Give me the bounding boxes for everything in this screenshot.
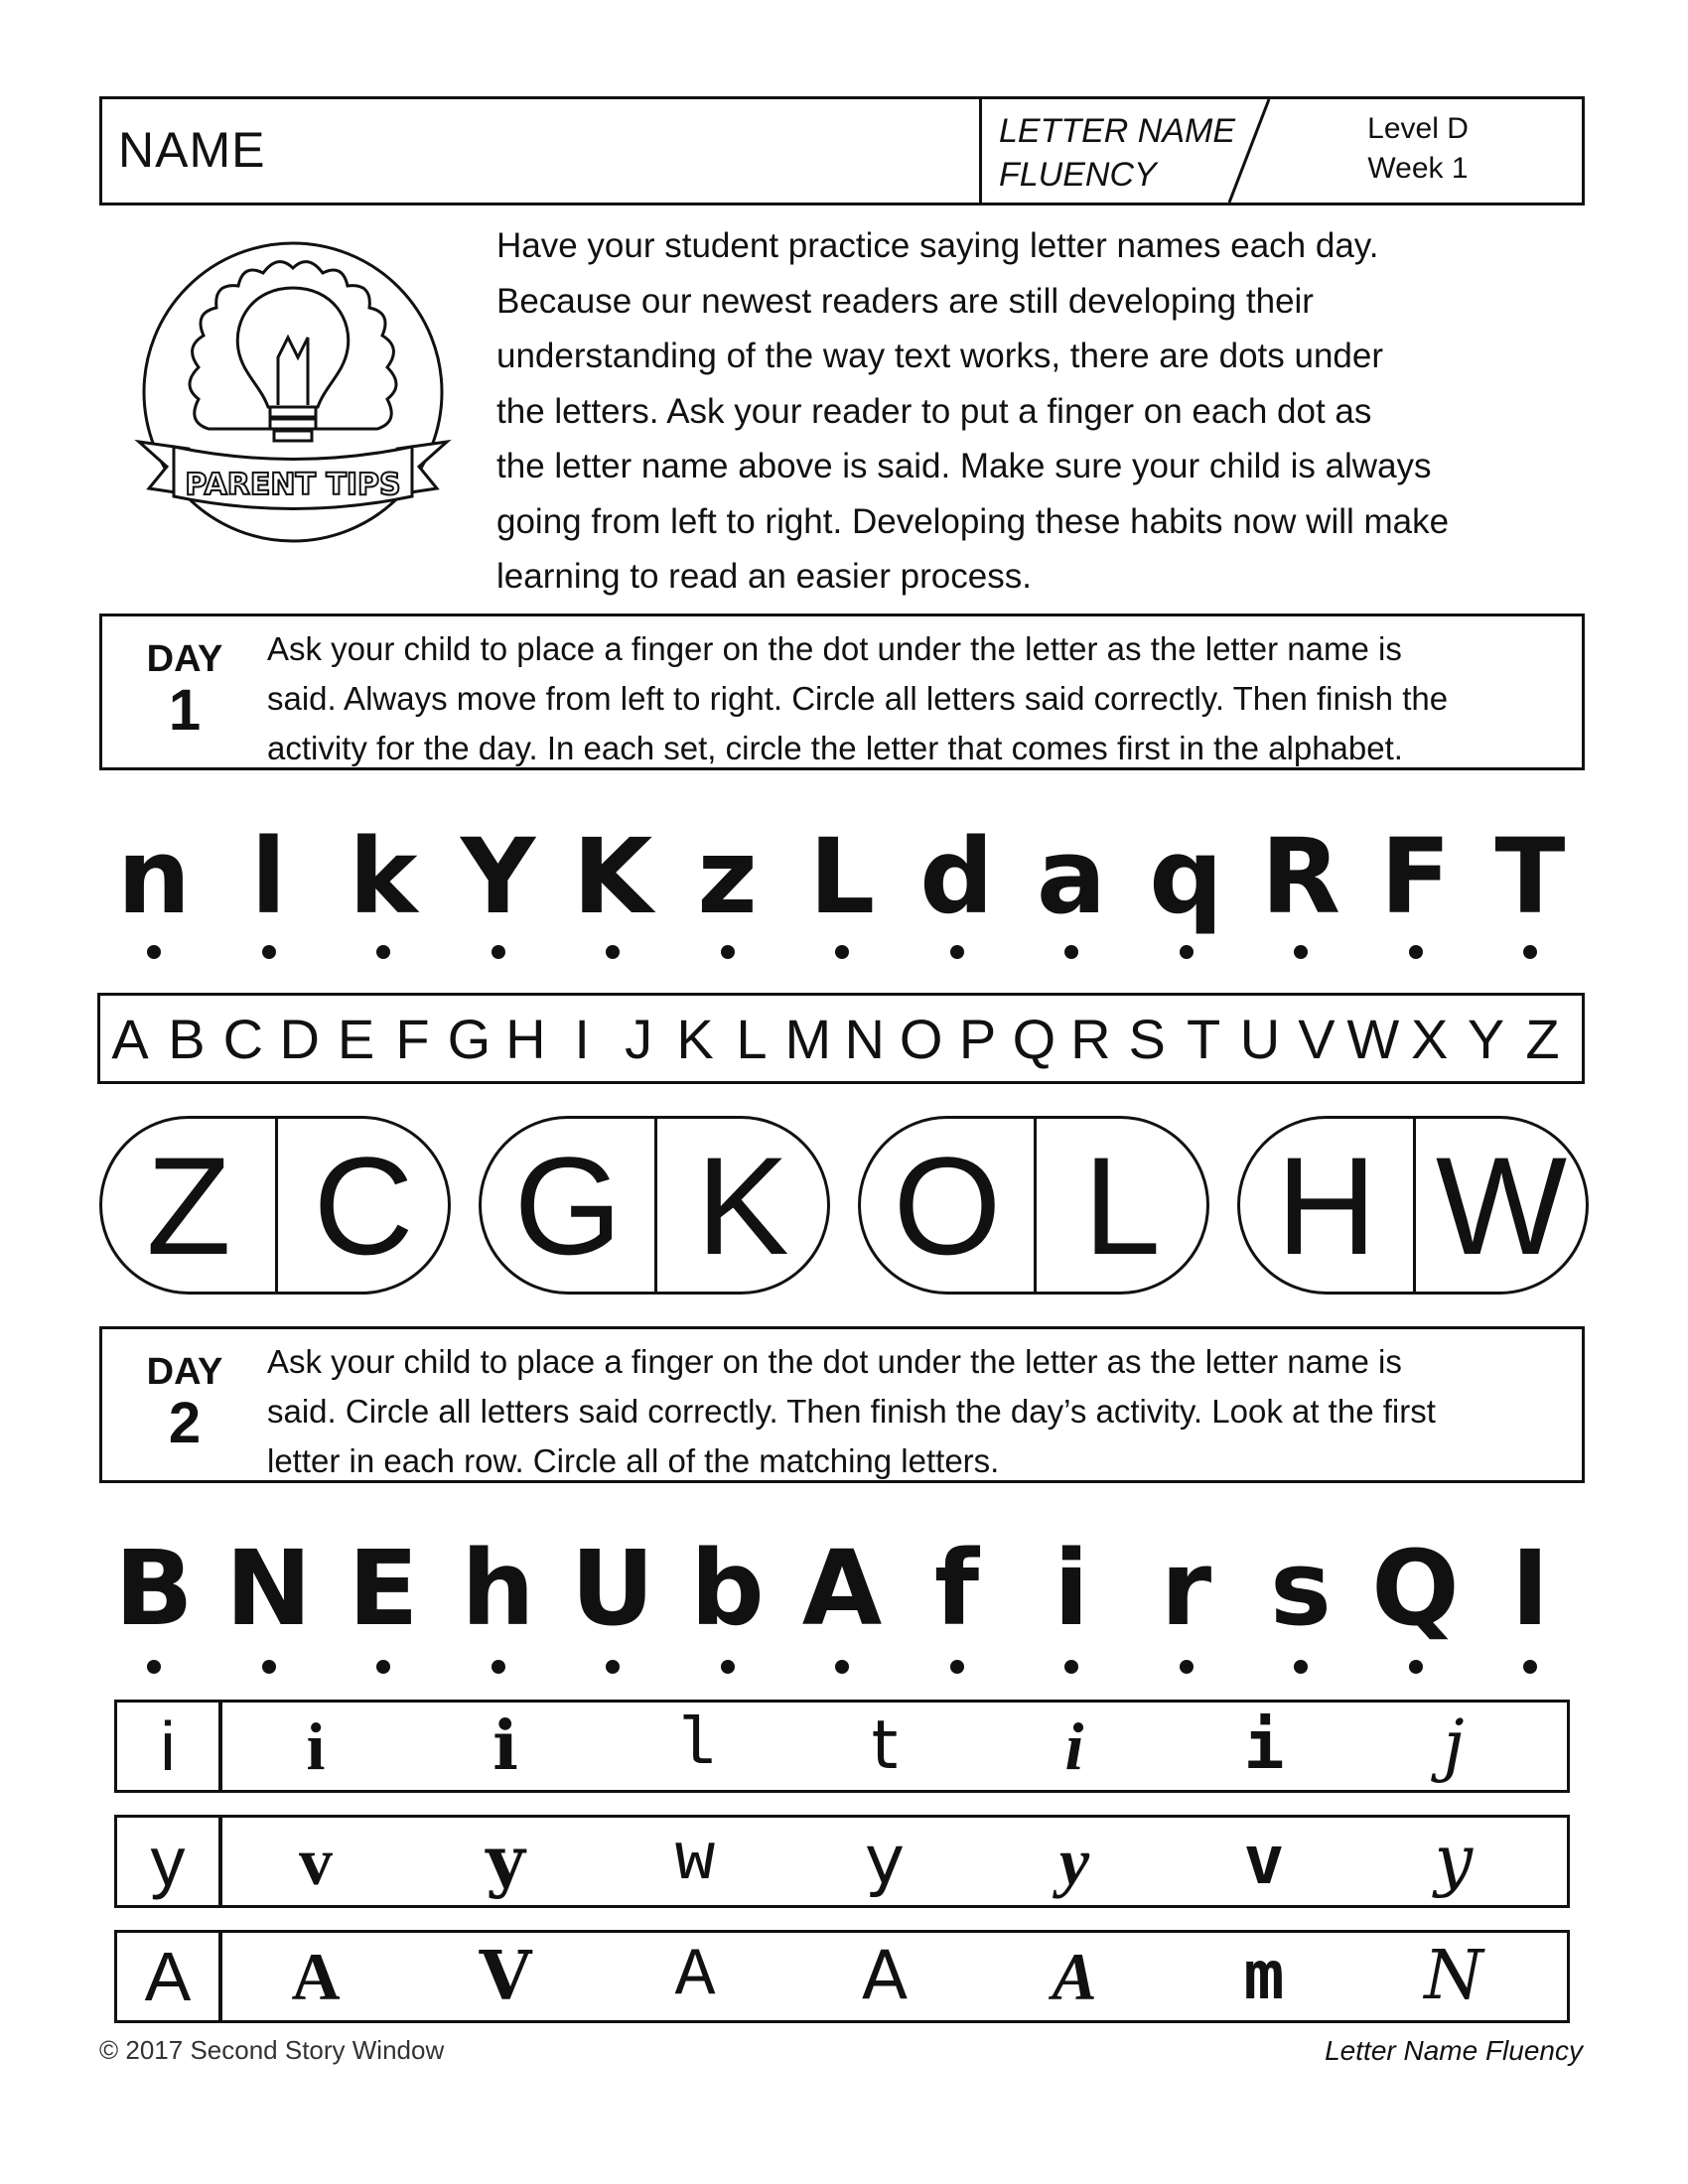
finger-dot	[606, 945, 620, 959]
finger-dot	[1180, 945, 1194, 959]
match-option[interactable]: i	[1243, 1706, 1285, 1785]
day2-letter: b	[690, 1528, 765, 1649]
alphabet-letter: B	[168, 1008, 206, 1070]
alphabet-letter: V	[1298, 1008, 1336, 1070]
day1-letter: F	[1379, 816, 1452, 937]
letter-pair	[1237, 1116, 1589, 1295]
day2-letter: h	[461, 1528, 535, 1649]
day1-instructions	[267, 624, 1568, 773]
row-divider	[218, 1933, 222, 2020]
day1-letter: T	[1494, 816, 1566, 937]
day2-letter: r	[1160, 1528, 1212, 1649]
letter-pair	[99, 1116, 451, 1295]
day1-dot-row	[99, 945, 1589, 965]
finger-dot	[147, 1660, 161, 1674]
match-option[interactable]: v	[1243, 1822, 1285, 1900]
alphabet-letter: P	[958, 1008, 997, 1070]
finger-dot	[1523, 945, 1537, 959]
week-label: Week 1	[1367, 152, 1469, 185]
alphabet-letter: M	[784, 1008, 832, 1070]
pair-letter[interactable]: H	[1276, 1128, 1377, 1284]
finger-dot	[950, 945, 964, 959]
subject-line-1: LETTER NAME	[999, 112, 1236, 150]
pair-letter[interactable]: L	[1083, 1128, 1161, 1284]
row-divider	[218, 1703, 222, 1790]
pair-letter[interactable]: G	[513, 1128, 623, 1284]
pair-letter[interactable]: Z	[146, 1128, 231, 1284]
finger-dot	[376, 1660, 390, 1674]
pair-divider	[654, 1119, 657, 1292]
instruction-line: said. Always move from left to right. Circle all letters said correctly. Then finish the	[267, 680, 1449, 717]
target-letter: i	[160, 1707, 176, 1785]
alphabet-letter: O	[899, 1008, 943, 1070]
day1-letter: z	[697, 816, 758, 937]
finger-dot	[1523, 1660, 1537, 1674]
matching-row	[114, 1930, 1570, 2023]
day2-letter: A	[801, 1528, 883, 1649]
name-field-label: NAME	[118, 122, 266, 178]
day1-letter: d	[919, 816, 994, 937]
tips-line: going from left to right. Developing these habits now will make	[496, 501, 1450, 541]
day2-letter: s	[1270, 1528, 1332, 1649]
alphabet-letter: Q	[1012, 1008, 1056, 1070]
pair-letter[interactable]: K	[696, 1128, 789, 1284]
day2-letter: Q	[1371, 1528, 1460, 1649]
alphabet-letter: C	[222, 1008, 264, 1070]
target-letter: y	[150, 1823, 186, 1900]
day2-instructions-box	[99, 1326, 1585, 1483]
match-option[interactable]: v	[299, 1824, 333, 1899]
header-divider	[979, 99, 982, 203]
match-option[interactable]: A	[1052, 1939, 1097, 2014]
row-divider	[218, 1818, 222, 1905]
finger-dot	[1180, 1660, 1194, 1674]
alphabet-letter: F	[395, 1008, 430, 1070]
parent-tips-text	[496, 218, 1579, 605]
tips-line: learning to read an easier process.	[496, 557, 1032, 596]
letter-pair	[479, 1116, 830, 1295]
match-option[interactable]: y	[864, 1822, 906, 1900]
day1-label	[110, 638, 259, 741]
alphabet-letter: N	[844, 1008, 885, 1070]
parent-tips-badge	[129, 228, 457, 556]
instruction-line: Ask your child to place a finger on the dot under the letter as the letter name is	[267, 630, 1402, 667]
finger-dot	[262, 1660, 276, 1674]
day1-letter: Y	[460, 816, 536, 937]
alphabet-letter: Z	[1525, 1008, 1560, 1070]
finger-dot	[1064, 945, 1078, 959]
finger-dot	[1064, 1660, 1078, 1674]
alphabet-letter: U	[1239, 1008, 1281, 1070]
finger-dot	[262, 945, 276, 959]
match-option[interactable]: N	[1424, 1937, 1483, 2015]
day1-letter-row	[99, 816, 1589, 937]
match-option[interactable]: w	[674, 1823, 716, 1899]
alphabet-letter: Y	[1467, 1008, 1505, 1070]
tips-line: the letters. Ask your reader to put a finger on each dot as	[496, 391, 1372, 431]
pair-divider	[1413, 1119, 1416, 1292]
finger-dot	[492, 1660, 505, 1674]
alphabet-letter: A	[111, 1008, 149, 1070]
finger-dot	[1409, 945, 1423, 959]
finger-dot	[606, 1660, 620, 1674]
day2-letter: U	[570, 1528, 655, 1649]
finger-dot	[1294, 945, 1308, 959]
day2-letter-row	[99, 1528, 1589, 1649]
day1-letter: R	[1260, 816, 1341, 937]
day2-letter: I	[1510, 1528, 1550, 1649]
finger-dot	[492, 945, 505, 959]
alphabet-letter: L	[736, 1008, 768, 1070]
matching-row	[114, 1815, 1570, 1908]
match-option[interactable]: i	[492, 1706, 518, 1786]
match-option[interactable]: i	[306, 1708, 326, 1784]
alphabet-letter: W	[1346, 1008, 1400, 1070]
instruction-line: activity for the day. In each set, circle the letter that comes first in the alphabet.	[267, 730, 1403, 766]
instruction-line: letter in each row. Circle all of the matching letters.	[267, 1442, 1000, 1479]
alphabet-letter: K	[676, 1008, 714, 1070]
day2-letter: i	[1054, 1528, 1089, 1649]
day2-instructions	[267, 1337, 1568, 1486]
match-option[interactable]: m	[1243, 1937, 1285, 2015]
day1-letter: l	[250, 816, 287, 937]
day-number: 1	[168, 678, 202, 743]
day2-letter: B	[114, 1528, 194, 1649]
alphabet-letter: X	[1411, 1008, 1449, 1070]
finger-dot	[376, 945, 390, 959]
match-option[interactable]: A	[291, 1939, 341, 2014]
match-option[interactable]: A	[674, 1938, 716, 2014]
subject-line-2: FLUENCY	[999, 156, 1157, 194]
day-word: DAY	[146, 1351, 223, 1393]
header-slash	[1224, 99, 1274, 203]
day2-label	[110, 1351, 259, 1453]
match-option[interactable]: y	[1434, 1822, 1474, 1900]
finger-dot	[147, 945, 161, 959]
match-option[interactable]: V	[479, 1937, 532, 2016]
alphabet-letter: H	[505, 1008, 546, 1070]
instruction-line: Ask your child to place a finger on the dot under the letter as the letter name is	[267, 1343, 1402, 1380]
tips-line: Because our newest readers are still developing their	[496, 281, 1314, 321]
copyright: © 2017 Second Story Window	[99, 2035, 445, 2065]
instruction-line: said. Circle all letters said correctly. Then finish the day’s activity. Look at the first	[267, 1393, 1436, 1430]
day-number: 2	[168, 1391, 202, 1455]
finger-dot	[721, 945, 735, 959]
finger-dot	[950, 1660, 964, 1674]
letter-pair	[858, 1116, 1209, 1295]
day2-dot-row	[99, 1660, 1589, 1680]
finger-dot	[1409, 1660, 1423, 1674]
finger-dot	[835, 1660, 849, 1674]
day1-letter: q	[1149, 816, 1223, 937]
lightbulb-icon	[237, 288, 349, 441]
alphabet-letter: S	[1128, 1008, 1166, 1070]
parent-tips-badge-text: PARENT TIPS	[185, 468, 401, 502]
match-option[interactable]: i	[1064, 1708, 1084, 1784]
alphabet-letter: J	[625, 1008, 653, 1070]
match-option[interactable]: y	[486, 1822, 525, 1901]
pair-letter[interactable]: O	[893, 1128, 1002, 1284]
target-letter: A	[144, 1938, 192, 2015]
finger-dot	[1294, 1660, 1308, 1674]
matching-row	[114, 1700, 1570, 1793]
match-option[interactable]: A	[861, 1937, 909, 2015]
finger-dot	[835, 945, 849, 959]
match-option[interactable]: t	[871, 1706, 899, 1785]
level-label: Level D	[1367, 112, 1469, 145]
alphabet-letter: G	[447, 1008, 492, 1070]
day1-instructions-box	[99, 614, 1585, 770]
alphabet-strip	[97, 993, 1585, 1084]
day2-letter: N	[224, 1528, 313, 1649]
footer-title: Letter Name Fluency	[1325, 2035, 1583, 2066]
pair-divider	[1034, 1119, 1037, 1292]
day1-letter: n	[116, 816, 192, 937]
alphabet-letter: I	[574, 1008, 590, 1070]
tips-line: understanding of the way text works, there are dots under	[496, 337, 1384, 375]
pair-letter[interactable]: W	[1435, 1128, 1568, 1284]
day1-letter: k	[349, 816, 418, 937]
alphabet-letter: E	[337, 1008, 375, 1070]
alphabet-letter: T	[1186, 1008, 1221, 1070]
day2-letter: f	[933, 1528, 980, 1649]
alphabet-letter: R	[1070, 1008, 1111, 1070]
worksheet-subject	[999, 109, 1235, 197]
day1-letter: a	[1036, 816, 1107, 937]
finger-dot	[721, 1660, 735, 1674]
pair-letter[interactable]: C	[313, 1128, 414, 1284]
alphabet-letter: D	[279, 1008, 320, 1070]
day2-letter: E	[348, 1528, 419, 1649]
day1-letter: K	[572, 816, 653, 937]
match-option[interactable]: l	[674, 1707, 716, 1784]
tips-line: Have your student practice saying letter names each day.	[496, 226, 1379, 265]
pair-divider	[275, 1119, 278, 1292]
match-option[interactable]: j	[1443, 1706, 1465, 1785]
day-word: DAY	[146, 638, 223, 680]
day1-letter: L	[808, 816, 876, 937]
match-option[interactable]: y	[1058, 1824, 1090, 1899]
worksheet-header	[99, 96, 1585, 205]
level-week	[1334, 109, 1502, 189]
tips-line: the letter name above is said. Make sure your child is always	[496, 447, 1432, 485]
